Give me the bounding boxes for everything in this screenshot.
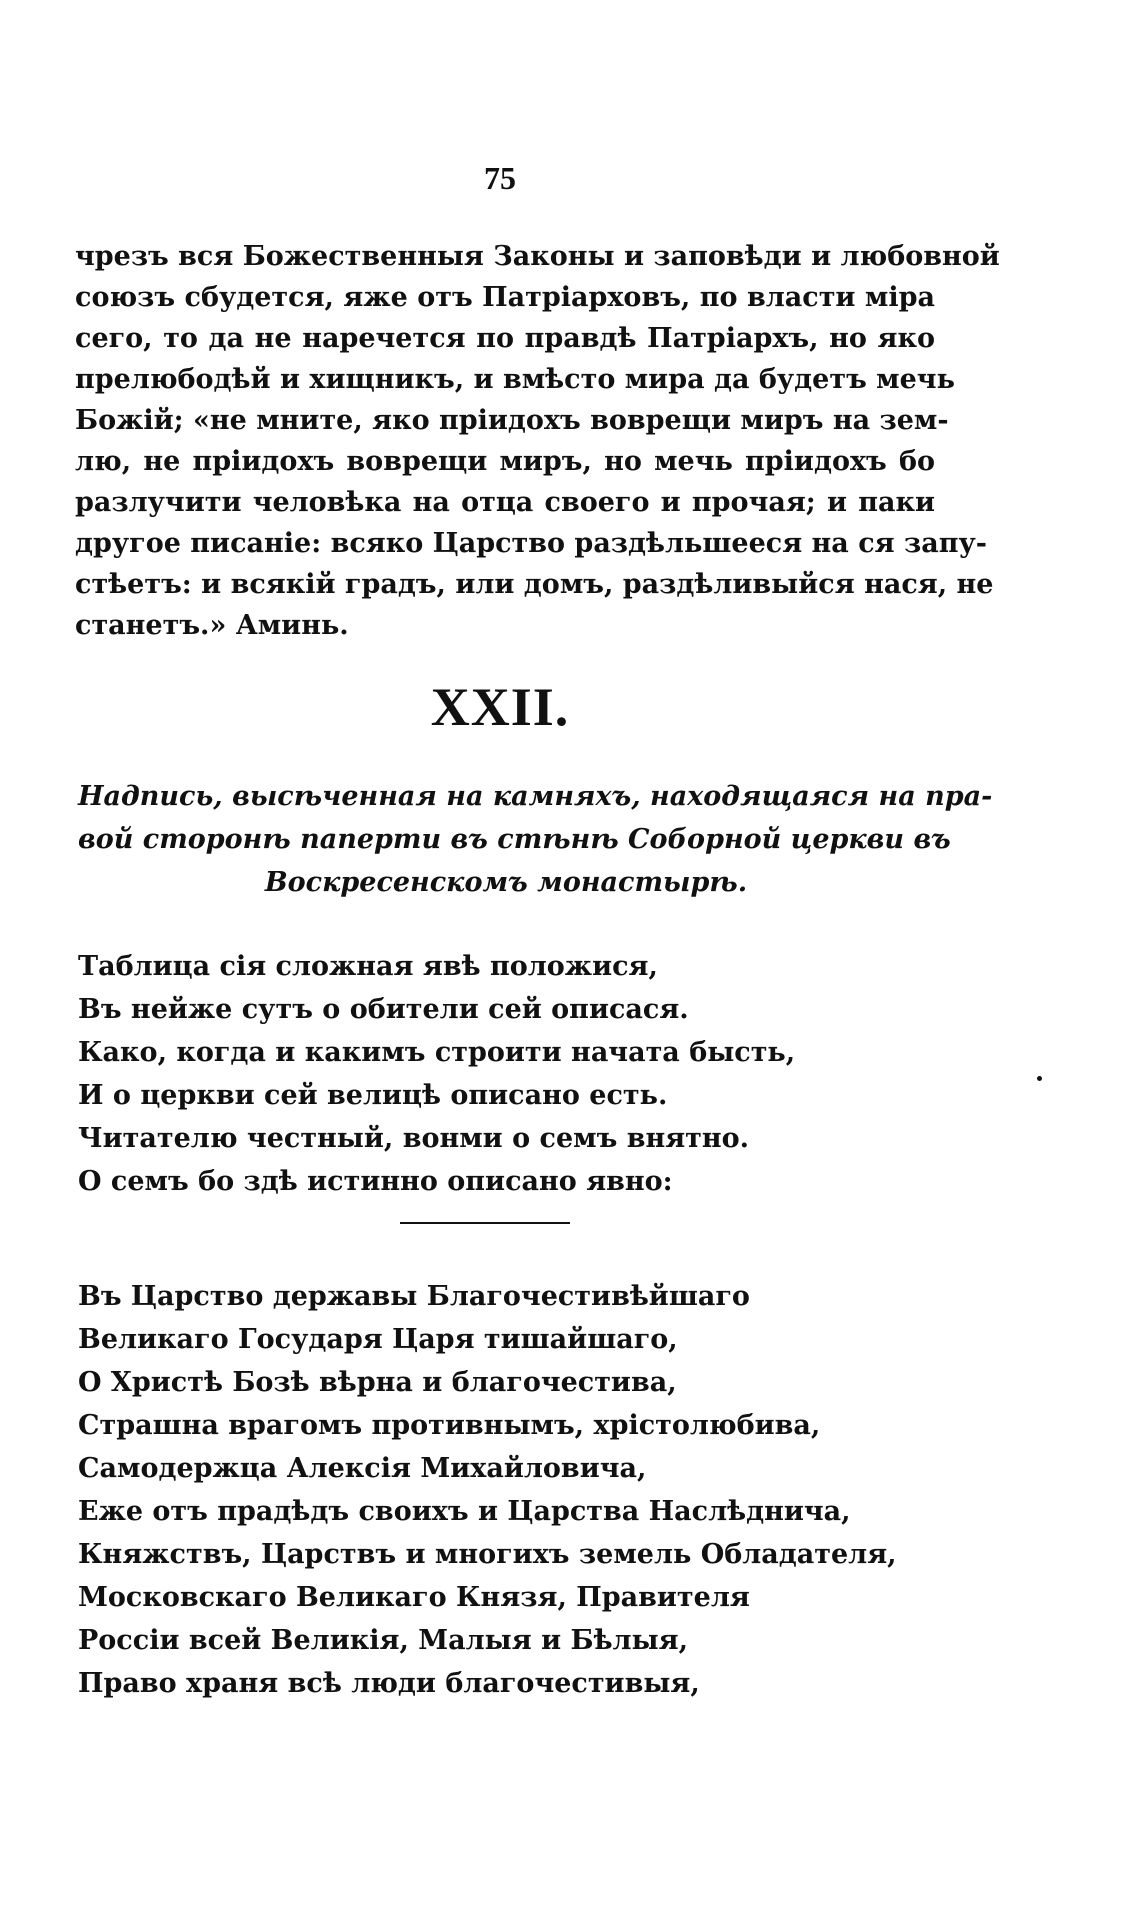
prose-paragraph: [75, 236, 1000, 646]
prose-line: станетъ.» Аминь.: [75, 610, 349, 641]
verse-line: Право храня всѣ люди благочестивыя,: [78, 1668, 700, 1699]
prose-line: Божій; «не мните, яко пріидохъ воврещи миръ на зем-: [75, 405, 949, 436]
verse-line: Страшна врагомъ противнымъ, хрістолюбива,: [78, 1410, 821, 1441]
page-number: 75: [484, 160, 516, 196]
verse-line: Московскаго Великаго Князя, Правителя: [78, 1582, 750, 1613]
verse-line: Россіи всей Великія, Малыя и Бѣлыя,: [78, 1625, 689, 1656]
verse-line: Читателю честный, вонми о семъ внятно.: [78, 1123, 750, 1154]
verse-line: О Христѣ Бозѣ вѣрна и благочестива,: [78, 1367, 677, 1398]
prose-line: прелюбодѣй и хищникъ, и вмѣсто мира да будетъ мечь: [75, 364, 955, 395]
caption-line: вой сторонѣ паперти въ стѣнѣ Соборной церкви въ: [78, 824, 951, 855]
verse-line: Таблица сія сложная явѣ положися,: [78, 951, 658, 982]
prose-line: другое писаніе: всяко Царство раздѣльшееся на ся запу-: [75, 528, 987, 559]
verse-block-intro: [78, 945, 938, 1203]
verse-line: Самодержца Алексія Михайловича,: [78, 1453, 647, 1484]
caption-line: Надпись, высѣченная на камняхъ, находящаяся на пра-: [78, 781, 993, 812]
prose-line: чрезъ вся Божественныя Законы и заповѣди и любовной: [75, 241, 1000, 272]
prose-line: лю, не пріидохъ воврещи миръ, но мечь пріидохъ бо: [75, 446, 935, 477]
verse-line: Како, когда и какимъ строити начата бысть,: [78, 1037, 796, 1068]
caption-line: Воскресенскомъ монастырѣ.: [264, 867, 748, 898]
verse-line: Въ Царство державы Благочестивѣйшаго: [78, 1281, 750, 1312]
prose-line: разлучити человѣка на отца своего и прочая; и паки: [75, 487, 935, 518]
print-speck: [1037, 1076, 1042, 1081]
prose-line: союзъ сбудется, яже отъ Патріарховъ, по власти міра: [75, 282, 935, 313]
verse-line: Еже отъ прадѣдъ своихъ и Царства Наслѣднича,: [78, 1496, 851, 1527]
prose-line: стѣетъ: и всякій градъ, или домъ, раздѣливыйся нася, не: [75, 569, 994, 600]
verse-line: И о церкви сей велицѣ описано есть.: [78, 1080, 668, 1111]
verse-line: О семъ бо здѣ истинно описано явно:: [78, 1166, 673, 1197]
verse-block-main: [78, 1275, 938, 1705]
verse-line: Великаго Государя Царя тишайшаго,: [78, 1324, 678, 1355]
verse-line: Княжствъ, Царствъ и многихъ земель Обладателя,: [78, 1539, 897, 1570]
section-caption: [78, 775, 993, 904]
section-heading: XXII.: [430, 677, 570, 737]
prose-line: сего, то да не наречется по правдѣ Патріархъ, но яко: [75, 323, 935, 354]
verse-line: Въ нейже сутъ о обители сей описася.: [78, 994, 689, 1025]
section-divider: [400, 1222, 570, 1224]
